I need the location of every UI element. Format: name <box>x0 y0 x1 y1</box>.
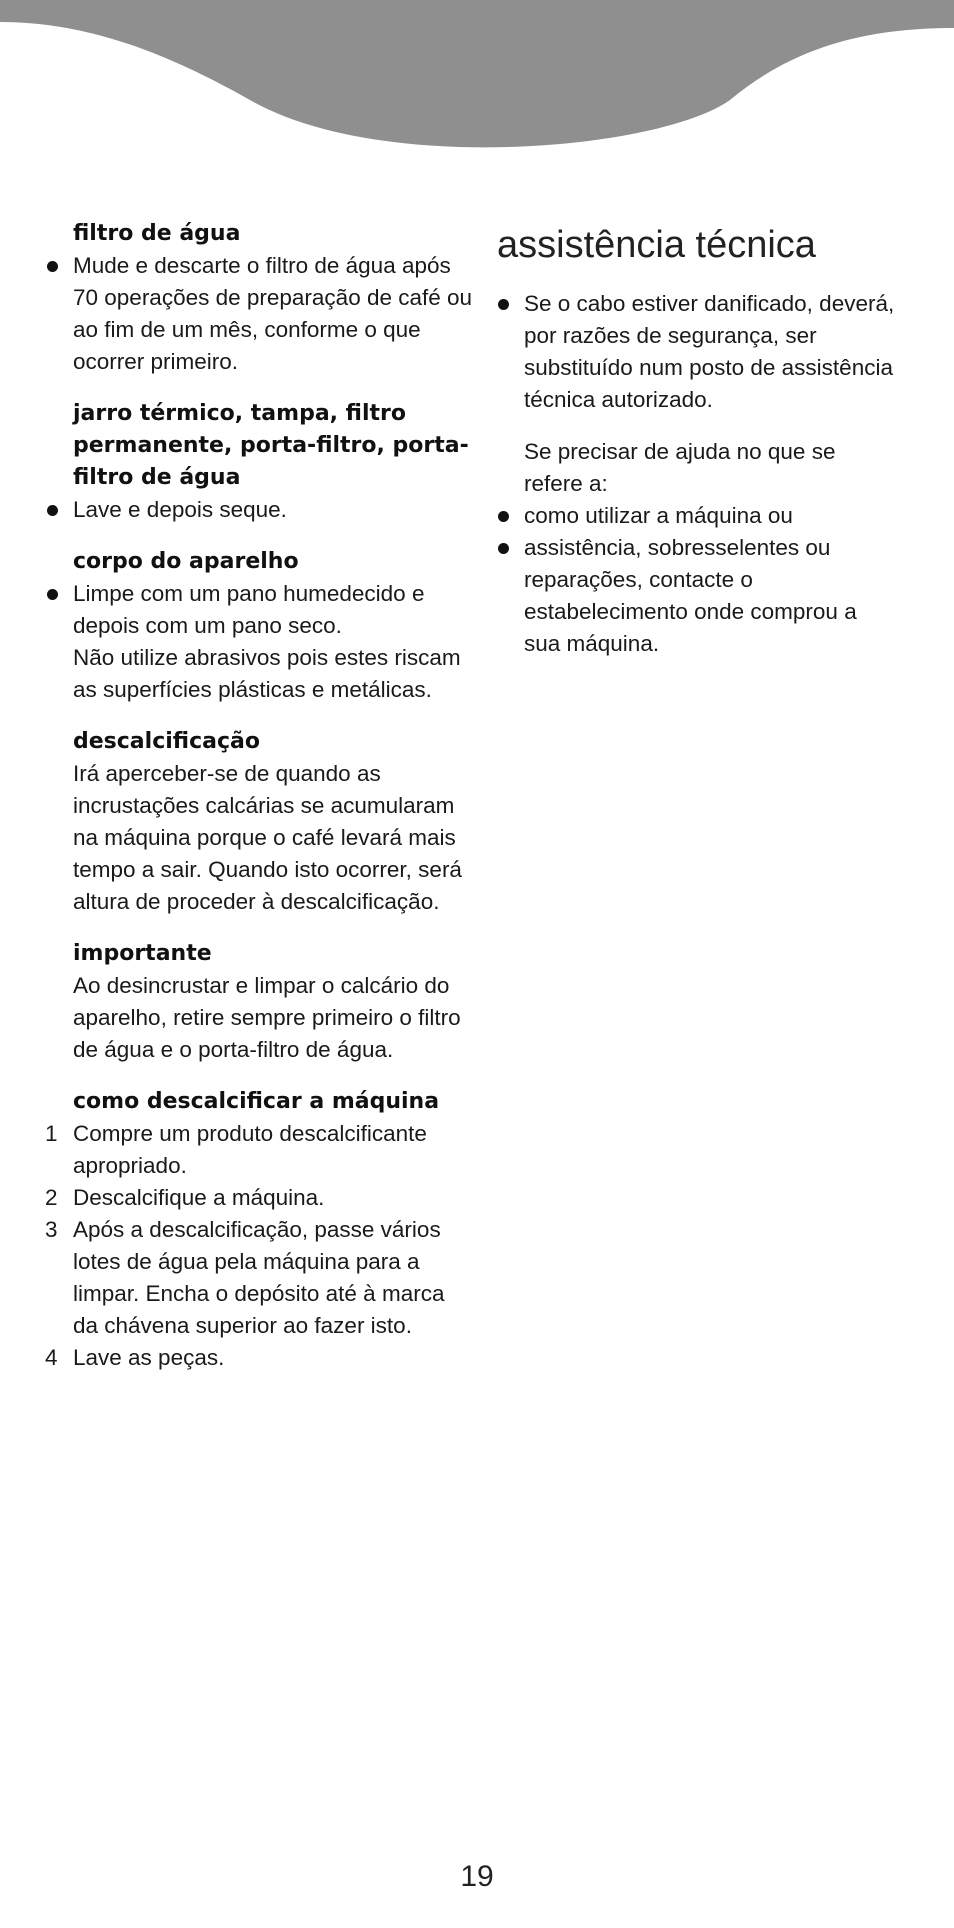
step-number: 2 <box>45 1185 58 1210</box>
list-item: Lave e depois seque. <box>73 494 473 526</box>
step-number: 3 <box>45 1217 58 1242</box>
bullet-icon <box>498 511 509 522</box>
left-column <box>45 218 473 1394</box>
body-heading: corpo do aparelho <box>73 549 299 574</box>
page-number: 19 <box>460 1860 494 1893</box>
body-warning: Não utilize abrasivos pois estes riscam as superfícies plásticas e metálicas. <box>73 645 461 702</box>
descaling-text: Irá aperceber-se de quando as incrustações calcárias se acumularam na máquina porque o café levará mais tempo a sair. Quando isto ocorrer, será altura de proceder à descalcificação. <box>73 761 462 914</box>
right-column <box>497 218 897 660</box>
bullet-icon <box>47 589 58 600</box>
jug-section <box>73 398 473 526</box>
descaling-heading: descalcificação <box>73 729 260 754</box>
bullet-icon <box>498 299 509 310</box>
water-filter-heading: filtro de água <box>73 221 241 246</box>
important-heading: importante <box>73 941 212 966</box>
water-filter-section <box>73 218 473 378</box>
list-item: como utilizar a máquina ou <box>524 500 897 532</box>
step-number: 4 <box>45 1345 58 1370</box>
body-section <box>73 546 473 706</box>
bullet-icon <box>47 505 58 516</box>
how-to-heading: como descalcificar a máquina <box>73 1089 440 1114</box>
how-to-section <box>45 1086 473 1374</box>
step-item: 1 Compre um produto descalcificante apropriado. <box>73 1118 473 1182</box>
service-body <box>497 288 897 660</box>
step-number: 1 <box>45 1121 58 1146</box>
important-section <box>73 938 473 1066</box>
list-item: Limpe com um pano humedecido e depois com um pano seco. <box>73 578 473 642</box>
bullet-icon <box>47 261 58 272</box>
jug-heading: jarro térmico, tampa, filtro permanente, porta-filtro, porta-filtro de água <box>73 401 469 490</box>
step-item: 3 Após a descalcificação, passe vários lotes de água pela máquina para a limpar. Encha o depósito até à marca da chávena superior ao fazer isto. <box>73 1214 473 1342</box>
important-text: Ao desincrustar e limpar o calcário do aparelho, retire sempre primeiro o filtro de água e o porta-filtro de água. <box>73 973 461 1062</box>
list-item: Mude e descarte o filtro de água após 70 operações de preparação de café ou ao fim de um mês, conforme o que ocorrer primeiro. <box>73 250 473 378</box>
service-title: assistência técnica <box>497 224 816 266</box>
list-item: assistência, sobresselentes ou reparações, contacte o estabelecimento onde comprou a sua máquina. <box>524 532 897 660</box>
step-item: 4 Lave as peças. <box>73 1342 473 1374</box>
help-intro: Se precisar de ajuda no que se refere a: <box>524 439 836 496</box>
step-item: 2 Descalcifique a máquina. <box>73 1182 473 1214</box>
bullet-icon <box>498 543 509 554</box>
header-wave-decoration <box>0 0 954 160</box>
list-item: Se o cabo estiver danificado, deverá, por razões de segurança, ser substituído num posto de assistência técnica autorizado. <box>524 288 897 416</box>
descaling-section <box>73 726 473 918</box>
